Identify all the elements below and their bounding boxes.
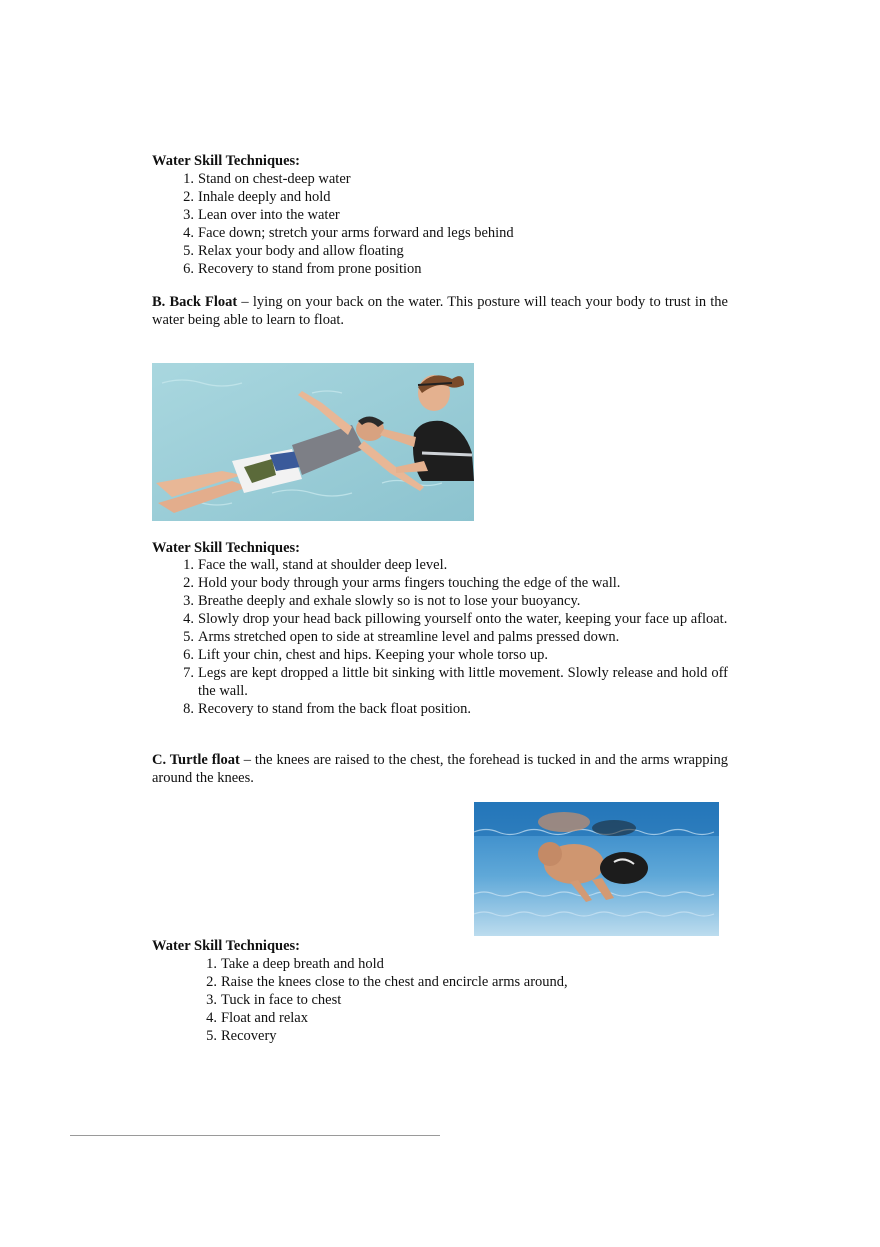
step-item bbox=[176, 628, 728, 646]
step-number: 4. bbox=[183, 225, 194, 241]
step-text: Stand on chest-deep water bbox=[198, 171, 351, 187]
step-item bbox=[199, 1027, 728, 1045]
step-text: Lift your chin, chest and hips. Keeping your whole torso up. bbox=[198, 647, 548, 663]
step-number: 4. bbox=[183, 611, 194, 627]
step-item bbox=[176, 206, 728, 224]
step-item bbox=[199, 955, 728, 973]
step-number: 7. bbox=[183, 665, 194, 681]
section-c-heading: Water Skill Techniques: bbox=[152, 938, 300, 954]
step-number: 1. bbox=[183, 557, 194, 573]
step-item bbox=[199, 1009, 728, 1027]
step-number: 2. bbox=[206, 974, 217, 990]
step-item bbox=[199, 991, 728, 1009]
step-item bbox=[176, 188, 728, 206]
step-item bbox=[176, 700, 728, 718]
step-text: Tuck in face to chest bbox=[221, 992, 342, 1008]
step-number: 6. bbox=[183, 261, 194, 277]
back-float-photo bbox=[152, 363, 474, 521]
step-text: Relax your body and allow floating bbox=[198, 243, 404, 259]
section-a-heading: Water Skill Techniques: bbox=[152, 153, 300, 169]
step-text: Float and relax bbox=[221, 1010, 308, 1026]
step-text: Raise the knees close to the chest and encircle arms around, bbox=[221, 974, 568, 990]
step-number: 3. bbox=[183, 207, 194, 223]
step-number: 1. bbox=[206, 956, 217, 972]
step-number: 6. bbox=[183, 647, 194, 663]
step-text: Lean over into the water bbox=[198, 207, 340, 223]
step-text: Take a deep breath and hold bbox=[221, 956, 384, 972]
step-text: Recovery to stand from prone position bbox=[198, 261, 422, 277]
step-number: 8. bbox=[183, 701, 194, 717]
section-c-description: – the knees are raised to the chest, the forehead is tucked in and the arms wrapping around the knees. bbox=[152, 752, 728, 786]
section-a-steps bbox=[176, 170, 728, 278]
footnote-separator bbox=[70, 1135, 440, 1136]
step-text: Hold your body through your arms fingers touching the edge of the wall. bbox=[198, 575, 621, 591]
step-item bbox=[176, 242, 728, 260]
step-item bbox=[176, 610, 728, 628]
step-text: Inhale deeply and hold bbox=[198, 189, 331, 205]
step-item bbox=[176, 646, 728, 664]
back-float-illustration bbox=[152, 363, 474, 521]
step-item bbox=[176, 556, 728, 574]
section-c-intro bbox=[152, 751, 728, 787]
step-number: 1. bbox=[183, 171, 194, 187]
step-number: 2. bbox=[183, 575, 194, 591]
section-c-title: C. Turtle float bbox=[152, 752, 240, 768]
step-text: Slowly drop your head back pillowing yourself onto the water, keeping your face up afloat. bbox=[198, 611, 728, 627]
step-number: 4. bbox=[206, 1010, 217, 1026]
section-b-title: B. Back Float bbox=[152, 294, 238, 310]
step-text: Recovery to stand from the back float position. bbox=[198, 701, 472, 717]
step-number: 2. bbox=[183, 189, 194, 205]
section-b-steps bbox=[176, 556, 728, 718]
section-b-intro bbox=[152, 293, 728, 329]
step-item bbox=[199, 973, 728, 991]
step-text: Breathe deeply and exhale slowly so is not to lose your buoyancy. bbox=[198, 593, 581, 609]
step-text: Recovery bbox=[221, 1028, 277, 1044]
step-item bbox=[176, 592, 728, 610]
step-text: Face down; stretch your arms forward and legs behind bbox=[198, 225, 514, 241]
section-b-heading: Water Skill Techniques: bbox=[152, 540, 300, 556]
step-number: 5. bbox=[183, 243, 194, 259]
section-b-description: – lying on your back on the water. This posture will teach your body to trust in the water being able to learn to float. bbox=[152, 294, 728, 328]
step-number: 5. bbox=[183, 629, 194, 645]
step-number: 3. bbox=[206, 992, 217, 1008]
step-text: Face the wall, stand at shoulder deep level. bbox=[198, 557, 448, 573]
step-number: 5. bbox=[206, 1028, 217, 1044]
step-number: 3. bbox=[183, 593, 194, 609]
step-item bbox=[176, 224, 728, 242]
section-c-steps bbox=[199, 955, 728, 1045]
step-item bbox=[176, 574, 728, 592]
step-item bbox=[176, 260, 728, 278]
step-item bbox=[176, 170, 728, 188]
turtle-float-illustration bbox=[474, 802, 719, 936]
step-text: Legs are kept dropped a little bit sinking with little movement. Slowly release and hold off the wall. bbox=[198, 665, 728, 699]
turtle-float-photo bbox=[474, 802, 719, 936]
step-text: Arms stretched open to side at streamline level and palms pressed down. bbox=[198, 629, 620, 645]
step-item bbox=[176, 664, 728, 700]
